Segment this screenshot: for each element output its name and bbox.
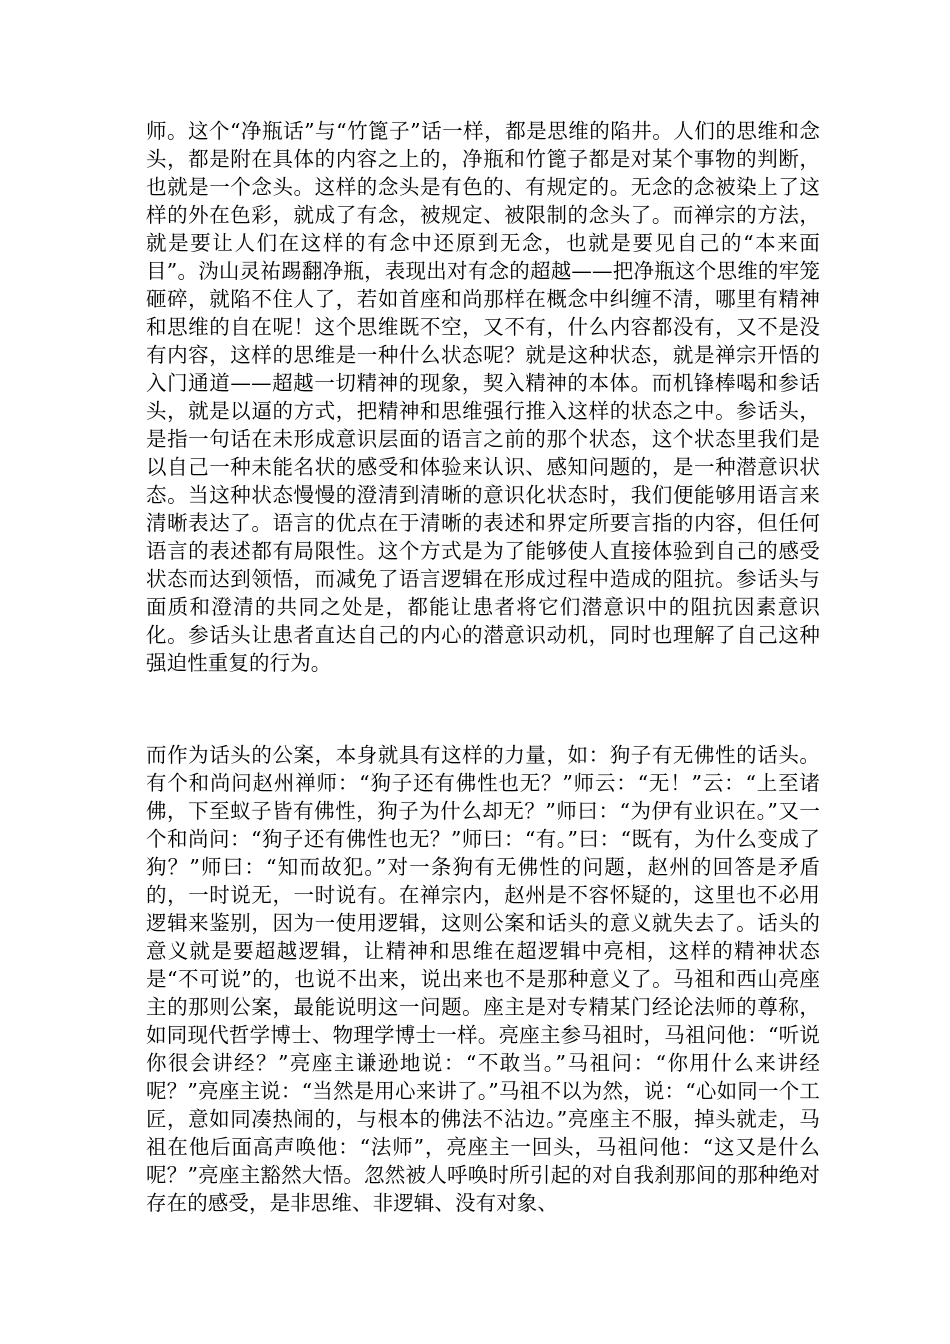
- paragraph-2: 而作为话头的公案，本身就具有这样的力量，如：狗子有无佛性的话头。有个和尚问赵州禅师：“狗子还有佛性也无？”师云：“无！”云：“上至诸佛，下至蚁子皆有佛性，狗子为什么却无？”师曰：“为伊有业识在。”又一个和尚问：“狗子还有佛性也无？”师曰：“有。”曰：“既有，为什么变成了狗？”师曰：“知而故犯。”对一条狗有无佛性的问题，赵州的回答是矛盾的，一时说无，一时说有。在禅宗内，赵州是不容怀疑的，这里也不必用逻辑来鉴别，因为一使用逻辑，这则公案和话头的意义就失去了。话头的意义就是要超越逻辑，让精神和思维在超逻辑中亮相，这样的精神状态是“不可说”的，也说不出来，说出来也不是那种意义了。马祖和西山亮座主的那则公案，最能说明这一问题。座主是对专精某门经论法师的尊称，如同现代哲学博士、物理学博士一样。亮座主参马祖时，马祖问他：“听说你很会讲经？”亮座主谦逊地说：“不敢当。”马祖问：“你用什么来讲经呢？”亮座主说：“当然是用心来讲了。”马祖不以为然，说：“心如同一个工匠，意如同凑热闹的，与根本的佛法不沾边。”亮座主不服，掉头就走，马祖在他后面高声唤他：“法师”，亮座主一回头，马祖问他：“这又是什么呢？”亮座主豁然大悟。忽然被人呼唤时所引起的对自我刹那间的那种绝对存在的感受，是非思维、非逻辑、没有对象、: [146, 743, 820, 1215]
- paragraph-1: 师。这个“净瓶话”与“竹篦子”话一样，都是思维的陷井。人们的思维和念头，都是附在具体的内容之上的，净瓶和竹篦子都是对某个事物的判断，也就是一个念头。这样的念头是有色的、有规定的。无念的念被染上了这样的外在色彩，就成了有念，被规定、被限制的念头了。而禅宗的方法，就是要让人们在这样的有念中还原到无念，也就是要见自己的“本来面目”。沩山灵祐踢翻净瓶，表现出对有念的超越——把净瓶这个思维的牢笼砸碎，就陷不住人了，若如首座和尚那样在概念中纠缠不清，哪里有精神和思维的自在呢！这个思维既不空，又不有，什么内容都没有，又不是没有内容，这样的思维是一种什么状态呢？就是这种状态，就是禅宗开悟的入门通道——超越一切精神的现象，契入精神的本体。而机锋棒喝和参话头，就是以逼的方式，把精神和思维强行推入这样的状态之中。参话头，是指一句话在未形成意识层面的语言之前的那个状态，这个状态里我们是以自己一种未能名状的感受和体验来认识、感知问题的，是一种潜意识状态。当这种状态慢慢的澄清到清晰的意识化状态时，我们便能够用语言来清晰表达了。语言的优点在于清晰的表述和界定所要言指的内容，但任何语言的表述都有局限性。这个方式是为了能够使人直接体验到自己的感受状态而达到领悟，而减免了语言逻辑在形成过程中造成的阻抗。参话头与面质和澄清的共同之处是，都能让患者将它们潜意识中的阻抗因素意识化。参话头让患者直达自己的内心的潜意识动机，同时也理解了自己这种强迫性重复的行为。: [146, 119, 820, 675]
